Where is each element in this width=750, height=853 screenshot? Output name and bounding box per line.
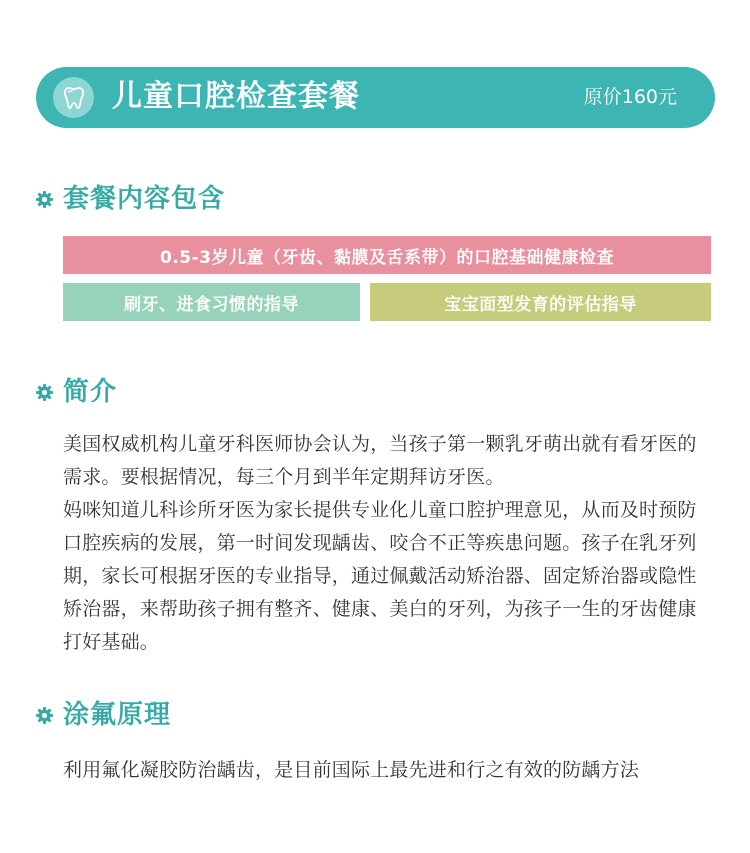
gear-bullet-icon (36, 707, 53, 724)
original-price: 原价160元 (583, 86, 677, 108)
tooth-icon (63, 86, 85, 110)
gear-bullet-icon (36, 191, 53, 208)
fluoride-body: 利用氟化凝胶防治龋齿，是目前国际上最先进和行之有效的防龋方法 (63, 759, 640, 781)
package-item-brushing-guidance: 刷牙、进食习惯的指导 (63, 283, 360, 321)
intro-section-title: 简介 (63, 377, 118, 407)
package-section-header (36, 182, 225, 216)
package-item-basic-checkup: 0.5-3岁儿童（牙齿、黏膜及舌系带）的口腔基础健康检查 (63, 236, 711, 274)
package-item-face-assessment: 宝宝面型发育的评估指导 (370, 283, 711, 321)
intro-paragraph: 妈咪知道儿科诊所牙医为家长提供专业化儿童口腔护理意见，从而及时预防口腔疾病的发展，第一时间发现龋齿、咬合不正等疾患问题。孩子在乳牙列期，家长可根据牙医的专业指导，通过佩戴活动矫治器、固定矫治器或隐性矫治器，来帮助孩子拥有整齐、健康、美白的牙列，为孩子一生的牙齿健康打好基础。 (63, 499, 697, 653)
fluoride-section-header (36, 698, 171, 732)
header-banner (36, 67, 715, 128)
package-section-title: 套餐内容包含 (63, 184, 226, 214)
page-title: 儿童口腔检查套餐 (112, 79, 360, 114)
tooth-icon-badge (53, 77, 94, 118)
intro-paragraph: 美国权威机构儿童牙科医师协会认为，当孩子第一颗乳牙萌出就有看牙医的需求。要根据情况，每三个月到半年定期拜访牙医。 (63, 433, 697, 488)
gear-bullet-icon (36, 384, 53, 401)
intro-body (63, 428, 708, 659)
fluoride-section-title: 涂氟原理 (63, 700, 172, 730)
intro-section-header (36, 375, 117, 409)
